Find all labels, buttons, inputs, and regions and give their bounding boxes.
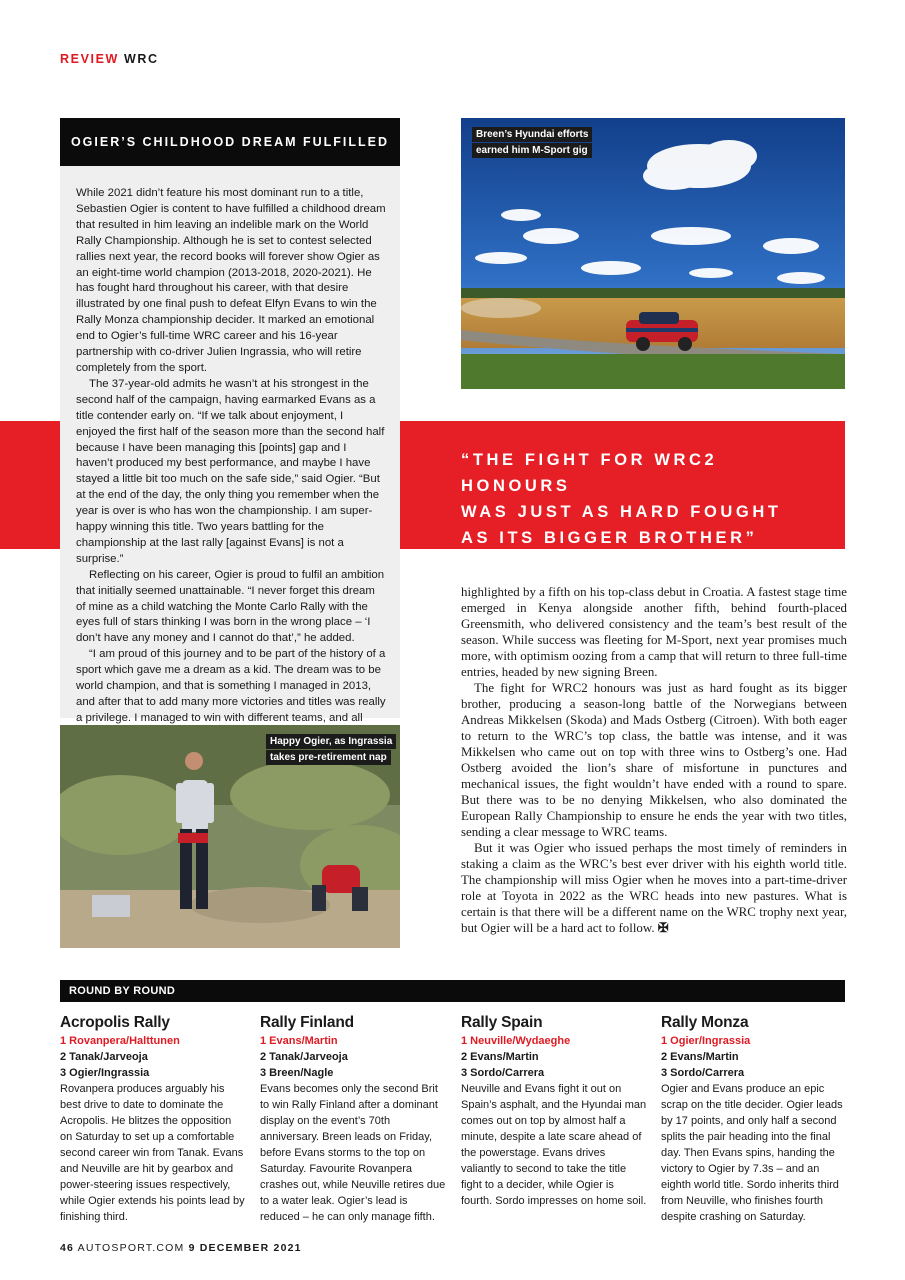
ogier-photo xyxy=(60,725,400,948)
sidebar-title: OGIER’S CHILDHOOD DREAM FULFILLED xyxy=(60,118,400,166)
round-third: 3 Ogier/Ingrassia xyxy=(60,1067,150,1079)
round-second: 2 Evans/Martin xyxy=(461,1051,539,1063)
round-name: Rally Monza xyxy=(661,1014,749,1031)
pull-quote-line: “THE FIGHT FOR WRC2 HONOURS xyxy=(461,451,718,495)
photo-caption xyxy=(472,127,592,159)
sidebar-paragraph: While 2021 didn’t feature his most dominant run to a title, Sebastien Ogier is content to have fulfilled a childhood dream that resulted in him leaving an indelible mark on the World Rally Championship. Although he is set to contest selected rallies next year, the record books will forever show Ogier as an eight-time world champion (2013-2018, 2020-2021). He has fought hard throughout his career, with that desire illustrated by one final push to defeat Elfyn Evans to win the Rally Monza championship decider. It marked an emotional end to Ogier’s full-time WRC career and his 16-year partnership with co-driver Julien Ingrassia, who will retire completely from the sport. xyxy=(76,187,386,374)
round-second: 2 Tanak/Jarveoja xyxy=(260,1051,348,1063)
page-footer xyxy=(60,1242,302,1254)
sidebar-paragraph: The 37-year-old admits he wasn’t at his strongest in the second half of the campaign, having earmarked Evans as a title contender early on. “If we talk about enjoyment, I enjoyed the first half of the season more than the second half because I have been managing this [points] gap and I haven’t produced my best performance, and maybe I have stayed a little bit too much on the safe side,” said Ogier. “But at the end of the day, the only thing you remember when the year is over is who has won the championship. I am super-happy winning this title. Two years battling for the championship at the last rally [against Evans] is not a surprise.” xyxy=(76,377,385,565)
subsection-label: WRC xyxy=(124,52,159,66)
section-label: REVIEW xyxy=(60,52,119,66)
end-mark-icon: ✠ xyxy=(657,921,669,935)
pull-quote xyxy=(461,447,831,551)
photo-caption xyxy=(266,734,396,766)
footer-site: AUTOSPORT.COM xyxy=(77,1242,185,1254)
round-second: 2 Evans/Martin xyxy=(661,1051,739,1063)
caption-line: Happy Ogier, as Ingrassia xyxy=(266,734,396,749)
round-by-round-title: ROUND BY ROUND xyxy=(60,980,845,1002)
round-name: Rally Finland xyxy=(260,1014,354,1031)
caption-line: takes pre-retirement nap xyxy=(266,750,391,765)
caption-line: earned him M-Sport gig xyxy=(472,143,592,158)
rally-car-photo xyxy=(461,118,845,389)
round-description: Ogier and Evans produce an epic scrap on the title decider. Ogier leads by 17 points, and only half a second splits the pair heading into the final day. Then Evans spins, handing the victory to Ogier by 7.3s – and an eighth world title. Sordo inherits third from Neuville, who finishes fourth despite crashing on Saturday. xyxy=(661,1083,843,1223)
round-item xyxy=(661,1013,847,1225)
sidebar-paragraph: “I am proud of this journey and to be part of the history of a sport which gave me a dream as a kid. The dream was to be world champion, and that is something I managed in 2013, and after that to add many more victories and titles was really a privilege. I managed to win with different teams, and all xyxy=(76,648,386,724)
sidebar-paragraph: Reflecting on his career, Ogier is proud to fulfil an ambition that initially seemed unattainable. “I never forget this dream of mine as a child watching the Monte Carlo Rally with the eyes full of stars thinking I was born in the wrong place – ‘I don’t have any money and I cannot do that’,” he added. xyxy=(76,568,385,645)
section-header xyxy=(60,52,159,66)
sidebar-body xyxy=(76,186,386,743)
round-name: Acropolis Rally xyxy=(60,1014,170,1031)
article-paragraph: highlighted by a fifth on his top-class debut in Croatia. A fastest stage time emerged in Kenya alongside another fifth, behind fourth-placed Greensmith, who delivered consistency and the team’s best result of the season. While success was fleeting for M-Sport, next year promises much more, with optimism oozing from a camp that will return to three full-time entries, headed by new signing Breen. xyxy=(461,585,847,679)
round-description: Rovanpera produces arguably his best drive to date to dominate the Acropolis. He blitzes the opposition on Saturday to set up a comfortable second career win from Tanak. Evans and Neuville are hit by gearbox and power-steering issues respectively, while Ogier extends his points lead by finishing third. xyxy=(60,1083,245,1223)
article-paragraph xyxy=(461,840,847,936)
caption-line: Breen’s Hyundai efforts xyxy=(472,127,592,142)
round-third: 3 Breen/Nagle xyxy=(260,1067,334,1079)
round-item xyxy=(60,1013,246,1225)
round-winner: 1 Neuville/Wydaeghe xyxy=(461,1035,571,1047)
round-third: 3 Sordo/Carrera xyxy=(461,1067,545,1079)
article-paragraph-text: But it was Ogier who issued perhaps the most timely of reminders in staking a claim as the WRC’s best ever driver with his eighth world title. The championship will miss Ogier when he moves into a part-time-driver role at Toyota in 2022 as the WRC heads into new pastures. What is certain is that there will be a different name on the WRC trophy next year, but Ogier will be a hard act to follow. xyxy=(461,841,847,935)
article-body xyxy=(461,584,847,936)
round-winner: 1 Rovanpera/Halttunen xyxy=(60,1035,180,1047)
round-item xyxy=(461,1013,647,1209)
article-paragraph: The fight for WRC2 honours was just as hard fought as its bigger brother, producing a season-long battle of the Norwegians between Andreas Mikkelsen (Skoda) and Mads Ostberg (Citroen). With both eager to return to the WRC’s top class, the battle was intense, and it was Mikkelsen who came out on top with three wins to Ostberg’s one. Had Ostberg avoided the lion’s share of misfortune in punctures and mechanical issues, the fight wouldn’t have ended with a round to spare. But there was to be no denying Mikkelsen, who also dominated the European Rally Championship to ensure he ends the year with two titles, sending a clear message to WRC teams. xyxy=(461,681,847,839)
pull-quote-line: AS ITS BIGGER BROTHER” xyxy=(461,529,758,547)
pull-quote-line: WAS JUST AS HARD FOUGHT xyxy=(461,503,782,521)
round-item xyxy=(260,1013,446,1225)
page-number: 46 xyxy=(60,1242,75,1254)
footer-date: 9 DECEMBER 2021 xyxy=(188,1242,302,1254)
round-third: 3 Sordo/Carrera xyxy=(661,1067,745,1079)
round-name: Rally Spain xyxy=(461,1014,543,1031)
round-second: 2 Tanak/Jarveoja xyxy=(60,1051,148,1063)
round-description: Evans becomes only the second Brit to win Rally Finland after a dominant display on the event’s 70th anniversary. Breen leads on Friday, before Evans storms to the top on Saturday. Favourite Rovanpera crashes out, while Neuville retires due to a water leak. Ogier’s lead is reduced – he can only manage fifth. xyxy=(260,1083,446,1223)
round-winner: 1 Evans/Martin xyxy=(260,1035,338,1047)
round-description: Neuville and Evans fight it out on Spain’s asphalt, and the Hyundai man comes out on top by almost half a minute, despite a late scare ahead of the powerstage. Evans drives valiantly to second to take the title fight to a decider, while Ogier is fourth. Sordo impresses on home soil. xyxy=(461,1083,647,1207)
round-winner: 1 Ogier/Ingrassia xyxy=(661,1035,751,1047)
